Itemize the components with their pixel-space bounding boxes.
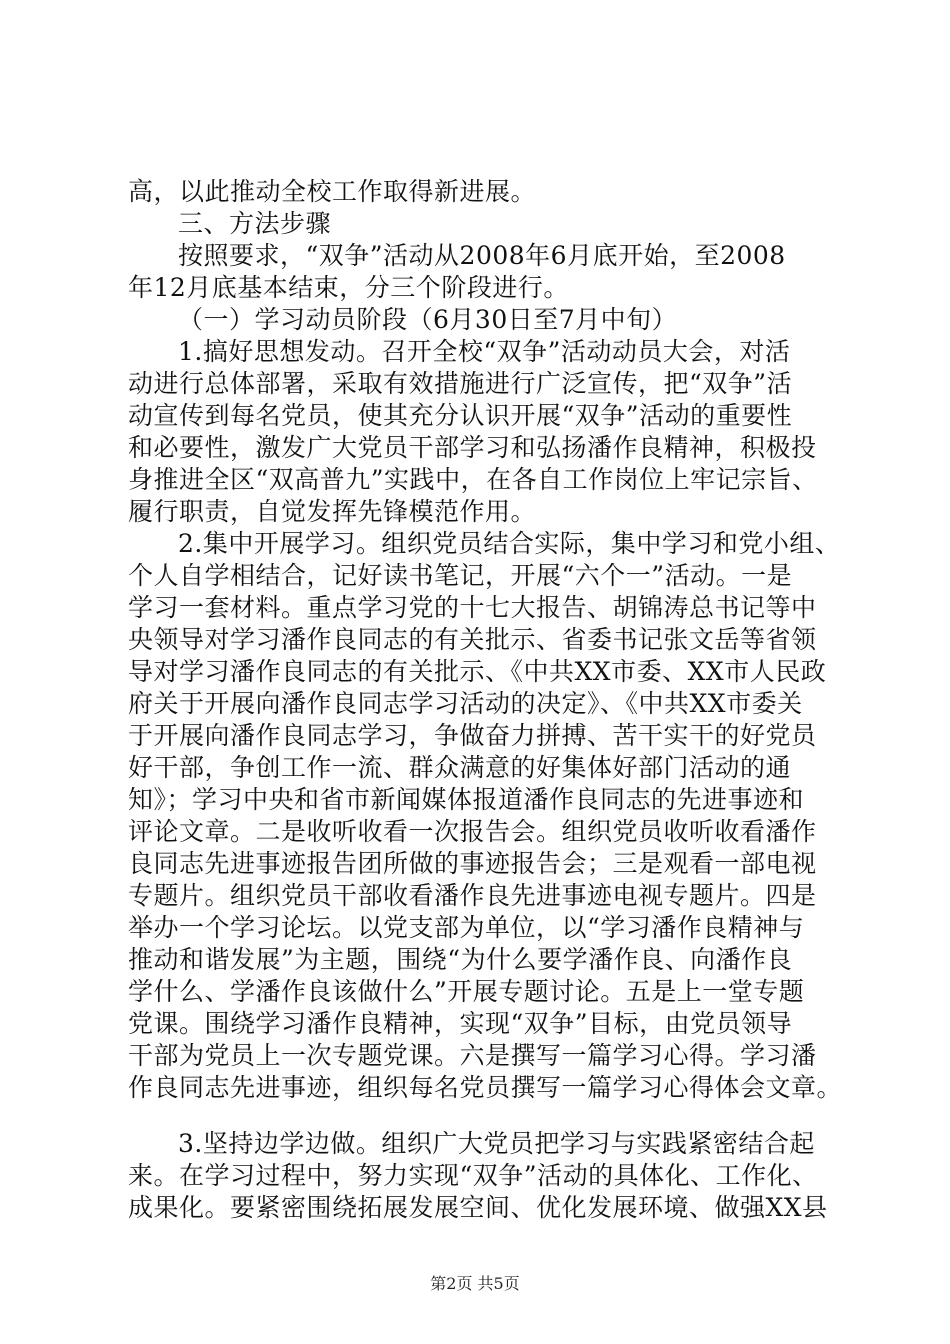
text-line: 推动和谐发展”为主题，围绕“为什么要学潘作良、向潘作良 [128,945,793,974]
text-line: 好干部，争创工作一流、群众满意的好集体好部门活动的通 [128,753,792,782]
text-line: 知》；学习中央和省市新闻媒体报道潘作良同志的先进事迹和 [128,785,805,814]
text-line: 学什么、学潘作良该做什么”开展专题讨论。五是上一堂专题 [128,977,805,1006]
text-line: 按照要求，“双争”活动从2008年6月底开始，至2008 [178,241,786,270]
text-line: 年12月底基本结束，分三个阶段进行。 [128,273,569,302]
text-line: 高，以此推动全校工作取得新进展。 [128,177,537,206]
text-line: 干部为党员上一次专题党课。六是撰写一篇学习心得。学习潘 [128,1041,817,1070]
text-line: 导对学习潘作良同志的有关批示、《中共XX市委、XX市人民政 [128,657,827,686]
text-line: 3.坚持边学边做。组织广大党员把学习与实践紧密结合起 [178,1129,815,1158]
text-line: 动进行总体部署，采取有效措施进行广泛宣传，把“双争”活 [128,369,793,398]
section-heading: 三、方法步骤 [178,209,332,238]
text-line: 党课。围绕学习潘作良精神，实现“双争”目标，由党员领导 [128,1009,793,1038]
text-line: 1.搞好思想发动。召开全校“双争”活动动员大会，对活 [178,337,791,366]
subsection-heading: （一）学习动员阶段（6月30日至7月中旬） [178,305,678,334]
text-line: 履行职责，自觉发挥先锋模范作用。 [128,497,537,526]
text-line: 动宣传到每名党员，使其充分认识开展“双争”活动的重要性 [128,401,793,430]
text-line: 专题片。组织党员干部收看潘作良先进事迹电视专题片。四是 [128,881,817,910]
text-line: 府关于开展向潘作良同志学习活动的决定》、《中共XX市委关 [128,689,803,718]
text-line: 良同志先进事迹报告团所做的事迹报告会；三是观看一部电视 [128,849,817,878]
text-line: 成果化。要紧密围绕拓展发展空间、优化发展环境、做强XX县 [128,1193,828,1222]
text-line: 身推进全区“双高普九”实践中，在各自工作岗位上牢记宗旨、 [128,465,818,494]
text-line: 于开展向潘作良同志学习，争做奋力拼搏、苦干实干的好党员 [128,721,817,750]
text-line: 作良同志先进事迹，组织每名党员撰写一篇学习心得体会文章。 [128,1073,843,1102]
text-line: 评论文章。二是收听收看一次报告会。组织党员收听收看潘作 [128,817,817,846]
text-line: 央领导对学习潘作良同志的有关批示、省委书记张文岳等省领 [128,625,817,654]
text-line: 学习一套材料。重点学习党的十七大报告、胡锦涛总书记等中 [128,593,817,622]
text-line: 个人自学相结合，记好读书笔记，开展“六个一”活动。一是 [128,561,793,590]
text-line: 和必要性，激发广大党员干部学习和弘扬潘作良精神，积极投 [128,433,817,462]
page-number-footer: 第2页 共5页 [430,1274,520,1293]
text-line: 举办一个学习论坛。以党支部为单位，以“学习潘作良精神与 [128,913,805,942]
text-line: 来。在学习过程中，努力实现“双争”活动的具体化、工作化、 [128,1161,818,1190]
text-line: 2.集中开展学习。组织党员结合实际，集中学习和党小组、 [178,529,841,558]
